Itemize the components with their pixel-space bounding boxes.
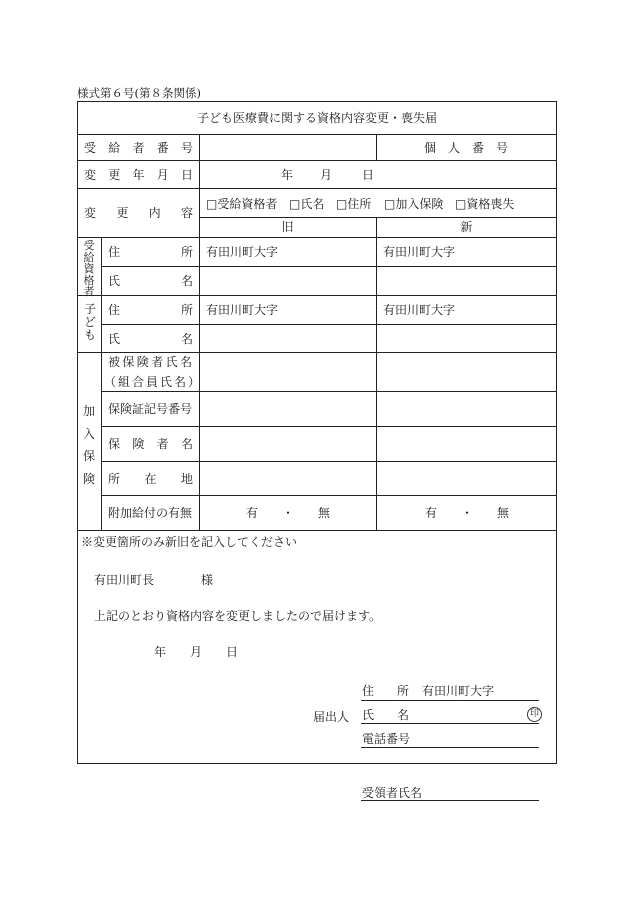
individual-number-label: 個 人 番 号 <box>424 141 508 155</box>
form-number: 様式第６号(第８条関係) <box>77 86 201 100</box>
child-name-new[interactable] <box>377 325 556 352</box>
group-recipient-label: 受給資格者 <box>83 239 95 298</box>
notifier-name-underline <box>361 723 539 724</box>
child-address-old[interactable]: 有田川町大字 <box>206 303 279 317</box>
recipient-address-new[interactable]: 有田川町大字 <box>383 245 456 259</box>
child-address-label: 住 所 <box>108 303 193 317</box>
recipient-number-label: 受 給 者 番 号 <box>84 141 193 155</box>
insured-name-old[interactable] <box>200 353 376 391</box>
notifier-name-label: 氏 名 <box>362 708 409 722</box>
receiver-name-label: 受領者氏名 <box>362 786 423 800</box>
supplementary-new-choice[interactable]: 有 ・ 無 <box>425 506 509 520</box>
notifier-label: 届出人 <box>313 710 350 724</box>
recipient-name-new[interactable] <box>377 267 556 295</box>
addressee: 有田川町長 <box>94 573 155 587</box>
notifier-address-label: 住 所 <box>362 684 409 698</box>
recipient-address-label: 住 所 <box>108 245 193 259</box>
option-insurance-checkbox[interactable]: □加入保険 <box>384 197 444 211</box>
supplementary-old-choice[interactable]: 有 ・ 無 <box>246 506 330 520</box>
union-member-name-label: （組合員氏名） <box>104 375 203 389</box>
notifier-phone-underline <box>361 747 539 748</box>
insurer-label: 保 険 者 名 <box>108 437 193 451</box>
insurer-new[interactable] <box>377 427 556 461</box>
group-insurance-label: 加入保険 <box>83 404 96 486</box>
group-child-label: 子ども <box>84 302 97 342</box>
change-date-field[interactable]: 年 月 日 <box>281 168 375 182</box>
insurance-card-number-new[interactable] <box>377 392 556 426</box>
recipient-number-field[interactable] <box>200 135 376 160</box>
notifier-name-field[interactable] <box>420 704 520 722</box>
recipient-address-old[interactable]: 有田川町大字 <box>206 245 279 259</box>
child-name-old[interactable] <box>200 325 376 352</box>
child-name-label: 氏 名 <box>108 332 193 346</box>
supplementary-benefit-label: 附加給付の有無 <box>108 506 193 520</box>
honorific: 様 <box>201 573 214 587</box>
change-date-label: 変 更 年 月 日 <box>84 168 193 182</box>
receiver-name-underline <box>361 800 539 801</box>
option-name-checkbox[interactable]: □氏名 <box>289 197 325 211</box>
insurance-card-number-label: 保険証記号番号 <box>108 402 193 416</box>
insurer-old[interactable] <box>200 427 376 461</box>
option-recipient-checkbox[interactable]: □受給資格者 <box>206 197 278 211</box>
receiver-name-field[interactable] <box>420 783 538 800</box>
form-title: 子ども医療費に関する資格内容変更・喪失届 <box>196 111 437 125</box>
option-address-checkbox[interactable]: □住所 <box>336 197 372 211</box>
notifier-phone-field[interactable] <box>420 728 538 746</box>
location-label: 所 在 地 <box>108 472 193 486</box>
notifier-address-value[interactable]: 有田川町大字 <box>422 684 495 698</box>
seal-mark: 印 <box>527 707 542 722</box>
location-old[interactable] <box>200 462 376 495</box>
column-old-header: 旧 <box>281 220 294 234</box>
change-content-label: 変 更 内 容 <box>84 206 193 220</box>
insurance-card-number-old[interactable] <box>200 392 376 426</box>
statement: 上記のとおり資格内容を変更しましたので届けます。 <box>94 609 382 623</box>
location-new[interactable] <box>377 462 556 495</box>
instruction-note: ※変更箇所のみ新旧を記入してください <box>81 535 298 549</box>
insured-name-label: 被保険者氏名 <box>108 355 195 369</box>
column-new-header: 新 <box>460 220 473 234</box>
insured-name-new[interactable] <box>377 353 556 391</box>
recipient-name-old[interactable] <box>200 267 376 295</box>
notifier-address-underline <box>361 700 539 701</box>
child-address-new[interactable]: 有田川町大字 <box>383 303 456 317</box>
notifier-phone-label: 電話番号 <box>362 732 411 746</box>
recipient-name-label: 氏 名 <box>108 274 193 288</box>
option-loss-checkbox[interactable]: □資格喪失 <box>455 197 515 211</box>
